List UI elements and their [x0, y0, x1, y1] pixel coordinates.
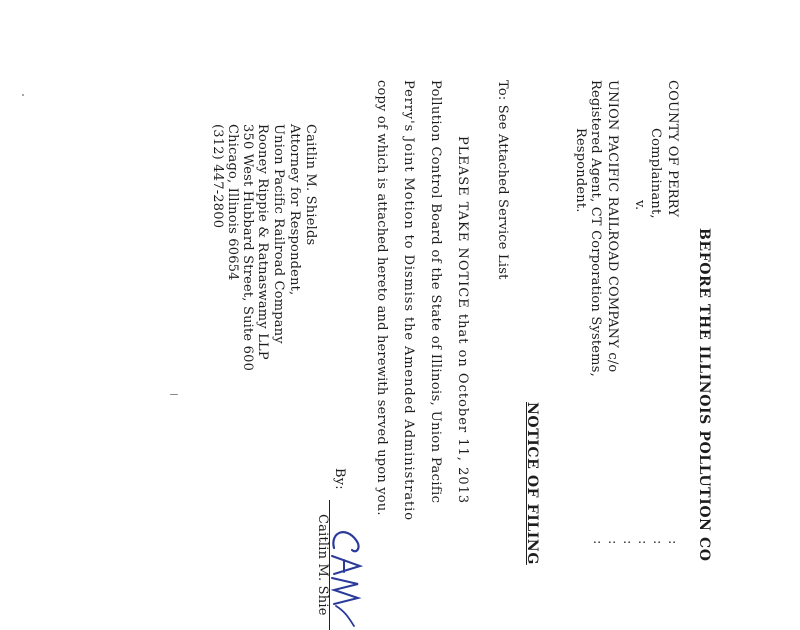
- attorney-phone: (312) 447-2800: [210, 124, 225, 229]
- recipient-line: To: See Attached Service List: [495, 80, 510, 280]
- notice-title: NOTICE OF FILING: [524, 402, 540, 565]
- complainant-name: COUNTY OF PERRY: [665, 80, 680, 218]
- bracket-mark: :: [665, 540, 680, 545]
- versus-label: v.: [632, 200, 647, 211]
- complainant-role: Complainant,: [648, 128, 663, 219]
- attorney-name: Caitlin M. Shields: [303, 124, 318, 246]
- respondent-role: Respondent.: [573, 128, 588, 213]
- body-line-2: Pollution Control Board of the State of Illinois, Union Pacific: [428, 80, 443, 504]
- body-line-3: Perry's Joint Motion to Dismiss the Amended Administratio: [401, 80, 416, 521]
- scan-speck: [22, 94, 24, 96]
- bracket-mark: :: [590, 540, 605, 545]
- bracket-mark: :: [620, 540, 635, 545]
- attorney-address-line1: 350 West Hubbard Street, Suite 600: [240, 124, 255, 372]
- document-title: BEFORE THE ILLINOIS POLLUTION CO: [696, 228, 712, 562]
- attorney-firm: Rooney Rippie & Ratnaswamy LLP: [255, 124, 270, 360]
- scan-speck: [170, 394, 178, 395]
- caption-bracket: [590, 540, 680, 545]
- attorney-title: Attorney for Respondent,: [287, 124, 302, 296]
- bracket-mark: :: [650, 540, 665, 545]
- bracket-mark: :: [605, 540, 620, 545]
- signature-by-label: By:: [332, 468, 347, 490]
- signer-name: Caitlin M. Shie: [315, 514, 330, 616]
- bracket-mark: :: [635, 540, 650, 545]
- respondent-name-line2: Registered Agent, CT Corporation Systems,: [588, 80, 603, 377]
- body-line-4: copy of which is attached hereto and herewith served upon you.: [374, 80, 389, 516]
- body-line-1: PLEASE TAKE NOTICE that on October 11, 2013: [455, 136, 470, 505]
- attorney-address-line2: Chicago, Illinois 60654: [225, 124, 240, 281]
- attorney-client: Union Pacific Railroad Company: [271, 124, 286, 344]
- respondent-name-line1: UNION PACIFIC RAILROAD COMPANY c/o: [605, 80, 620, 373]
